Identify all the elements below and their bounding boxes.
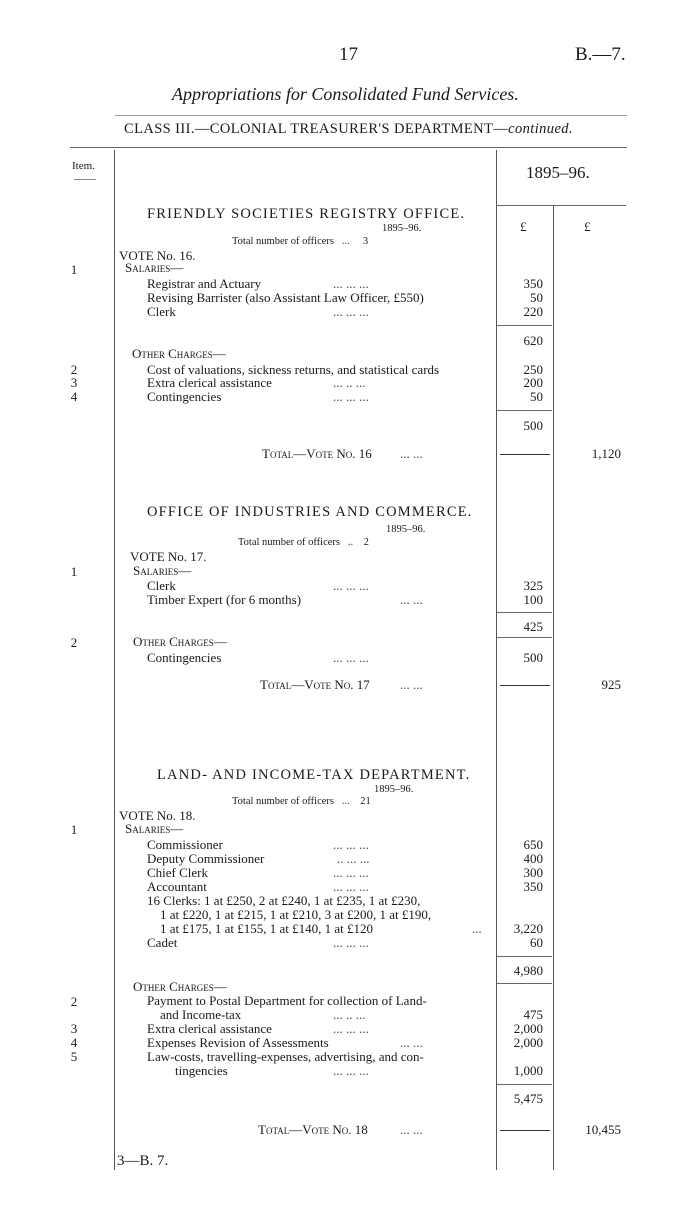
salary-label: Chief Clerk xyxy=(147,865,209,880)
charge-amount: 2,000 xyxy=(513,1035,543,1050)
charge-label: Contingencies xyxy=(147,650,222,665)
clerks-line: 1 at £175, 1 at £155, 1 at £140, 1 at £120 xyxy=(160,921,374,936)
salaries-label: Salaries— xyxy=(133,563,192,578)
salary-leader: ... ... xyxy=(400,592,423,607)
page-footer: 3—B. 7. xyxy=(117,1153,169,1169)
office-year: 1895–96. xyxy=(374,784,414,795)
vote-total-leader: ... ... xyxy=(400,677,423,692)
subtotal-rule xyxy=(497,956,552,957)
charge-label: Extra clerical assistance xyxy=(147,375,272,390)
salary-amount: 300 xyxy=(523,865,543,880)
item-column-dash: —— xyxy=(74,173,96,185)
officers-value: 2 xyxy=(363,537,369,548)
salary-leader: ... ... ... xyxy=(333,865,369,880)
vote-total-leader: ... ... xyxy=(400,446,423,461)
vote-total: 10,455 xyxy=(585,1122,621,1137)
office-year: 1895–96. xyxy=(386,524,426,535)
vote-number: VOTE No. 18. xyxy=(119,808,196,823)
office-year: 1895–96. xyxy=(382,223,422,234)
salary-leader: .. ... ... xyxy=(337,851,370,866)
vote-total-label: Total—Vote No. 18 xyxy=(258,1122,368,1137)
charge-label: Expenses Revision of Assessments xyxy=(147,1035,329,1050)
item-number: 4 xyxy=(70,389,78,404)
charge-leader: ... ... ... xyxy=(333,650,369,665)
charge-amount: 1,000 xyxy=(513,1063,543,1078)
document-code: B.—7. xyxy=(575,44,626,65)
subtotal-rule xyxy=(497,410,552,411)
officers-label: Total number of officers xyxy=(238,537,340,548)
charge-amount: 500 xyxy=(523,650,543,665)
page-heading: Appropriations for Consolidated Fund Services. xyxy=(172,84,519,104)
charge-leader: ... ... ... xyxy=(333,1021,369,1036)
charge-leader: ... .. ... xyxy=(333,1007,366,1022)
clerks-line: 1 at £220, 1 at £215, 1 at £210, 3 at £200, 1 at £190, xyxy=(160,907,432,922)
salaries-label: Salaries— xyxy=(125,821,184,836)
salary-leader: ... ... ... xyxy=(333,578,369,593)
subtotal-rule xyxy=(497,325,552,326)
class-line-continued: continued. xyxy=(508,121,573,137)
charge-label: Law-costs, travelling-expenses, advertising, and con- xyxy=(147,1049,424,1064)
salary-amount: 400 xyxy=(523,851,543,866)
item-number: 3 xyxy=(70,1021,78,1036)
salary-label: Timber Expert (for 6 months) xyxy=(147,592,302,607)
subtotal-rule xyxy=(497,983,552,984)
subtotal-rule xyxy=(497,612,552,613)
item-number: 1 xyxy=(70,262,78,277)
charge-label: Contingencies xyxy=(147,389,222,404)
salary-amount: 350 xyxy=(523,879,543,894)
officers-leader: ... xyxy=(341,796,350,807)
salaries-subtotal: 4,980 xyxy=(513,963,543,978)
salary-label: Commissioner xyxy=(147,837,223,852)
officers-value: 3 xyxy=(362,236,369,247)
subtotal-rule xyxy=(497,1084,552,1085)
vote-number: VOTE No. 16. xyxy=(119,248,196,263)
charge-leader: ... .. ... xyxy=(333,375,366,390)
salary-leader: ... ... ... xyxy=(333,276,369,291)
salary-amount: 325 xyxy=(523,578,543,593)
clerks-line: 16 Clerks: 1 at £250, 2 at £240, 1 at £235, 1 at £230, xyxy=(147,893,421,908)
charge-amount: 475 xyxy=(523,1007,543,1022)
office-title: FRIENDLY SOCIETIES REGISTRY OFFICE. xyxy=(147,206,466,222)
salaries-subtotal: 425 xyxy=(523,619,543,634)
pound-column-2: £ xyxy=(584,219,591,234)
salary-amount: 220 xyxy=(523,304,543,319)
salary-amount: 60 xyxy=(530,935,543,950)
item-number: 1 xyxy=(70,822,78,837)
officers-value: 21 xyxy=(360,796,371,807)
charge-amount: 50 xyxy=(530,389,543,404)
charge-amount: 2,000 xyxy=(513,1021,543,1036)
vote-total: 925 xyxy=(601,677,621,692)
amount-column-rule xyxy=(496,150,497,1170)
officers-label: Total number of officers xyxy=(232,796,334,807)
class-line xyxy=(124,121,573,138)
other-charges-label: Other Charges— xyxy=(133,979,227,994)
item-number: 2 xyxy=(70,362,78,377)
charge-label-cont: tingencies xyxy=(175,1063,228,1078)
salary-label: Registrar and Actuary xyxy=(147,276,262,291)
clerks-leader: ... xyxy=(472,921,482,936)
charge-label: Cost of valuations, sickness returns, and statistical cards xyxy=(147,362,440,377)
charge-label: Extra clerical assistance xyxy=(147,1021,272,1036)
pound-column-1: £ xyxy=(520,219,527,234)
salary-leader: ... ... ... xyxy=(333,879,369,894)
total-column-rule xyxy=(553,205,554,1170)
office-title: OFFICE OF INDUSTRIES AND COMMERCE. xyxy=(147,504,473,520)
officers-count xyxy=(232,796,371,807)
officers-label: Total number of officers xyxy=(232,236,334,247)
item-number: 1 xyxy=(70,564,78,579)
vote-total: 1,120 xyxy=(591,446,621,461)
officers-leader: .. xyxy=(347,537,354,548)
salary-amount: 50 xyxy=(530,290,543,305)
item-number: 3 xyxy=(70,375,78,390)
salary-label: Accountant xyxy=(147,879,207,894)
charge-amount: 250 xyxy=(523,362,543,377)
clerks-amount: 3,220 xyxy=(513,921,543,936)
salary-amount: 100 xyxy=(523,592,543,607)
year-header: 1895–96. xyxy=(526,163,590,182)
item-column-rule xyxy=(114,150,115,1170)
charge-label-cont: and Income-tax xyxy=(160,1007,242,1022)
item-column-header: Item. xyxy=(72,160,95,172)
salaries-subtotal: 620 xyxy=(523,333,543,348)
item-number: 2 xyxy=(70,635,78,650)
total-dash xyxy=(500,454,550,455)
salary-label: Revising Barrister (also Assistant Law Officer, £550) xyxy=(147,290,424,305)
officers-leader: ... xyxy=(341,236,350,247)
item-number: 4 xyxy=(70,1035,78,1050)
salary-leader: ... ... ... xyxy=(333,837,369,852)
salary-label: Cadet xyxy=(147,935,178,950)
salary-label: Deputy Commissioner xyxy=(147,851,265,866)
charge-leader: ... ... ... xyxy=(333,389,369,404)
salaries-label: Salaries— xyxy=(125,260,184,275)
charge-label: Payment to Postal Department for collection of Land- xyxy=(147,993,427,1008)
table-top-rule xyxy=(70,147,627,148)
vote-total-leader: ... ... xyxy=(400,1122,423,1137)
item-number: 5 xyxy=(70,1049,78,1064)
heading-rule xyxy=(115,115,627,116)
other-subtotal: 5,475 xyxy=(513,1091,543,1106)
vote-number: VOTE No. 17. xyxy=(130,549,207,564)
officers-count xyxy=(232,236,368,247)
office-title: LAND- AND INCOME-TAX DEPARTMENT. xyxy=(157,767,471,783)
charge-leader: ... ... xyxy=(400,1035,423,1050)
salary-label: Clerk xyxy=(147,304,176,319)
salary-label: Clerk xyxy=(147,578,176,593)
vote-total-label: Total—Vote No. 16 xyxy=(262,446,372,461)
total-dash xyxy=(500,685,550,686)
salary-amount: 650 xyxy=(523,837,543,852)
subtotal-rule xyxy=(497,637,552,638)
vote-total-label: Total—Vote No. 17 xyxy=(260,677,370,692)
page-number: 17 xyxy=(339,44,358,65)
officers-count xyxy=(238,537,369,548)
other-subtotal: 500 xyxy=(523,418,543,433)
charge-amount: 200 xyxy=(523,375,543,390)
salary-amount: 350 xyxy=(523,276,543,291)
item-number: 2 xyxy=(70,994,78,1009)
class-line-main: CLASS III.—COLONIAL TREASURER'S DEPARTMENT— xyxy=(124,121,509,137)
salary-leader: ... ... ... xyxy=(333,304,369,319)
other-charges-label: Other Charges— xyxy=(133,634,227,649)
year-header-rule xyxy=(496,205,626,206)
total-dash xyxy=(500,1130,550,1131)
other-charges-label: Other Charges— xyxy=(132,346,226,361)
salary-leader: ... ... ... xyxy=(333,935,369,950)
charge-leader: ... ... ... xyxy=(333,1063,369,1078)
